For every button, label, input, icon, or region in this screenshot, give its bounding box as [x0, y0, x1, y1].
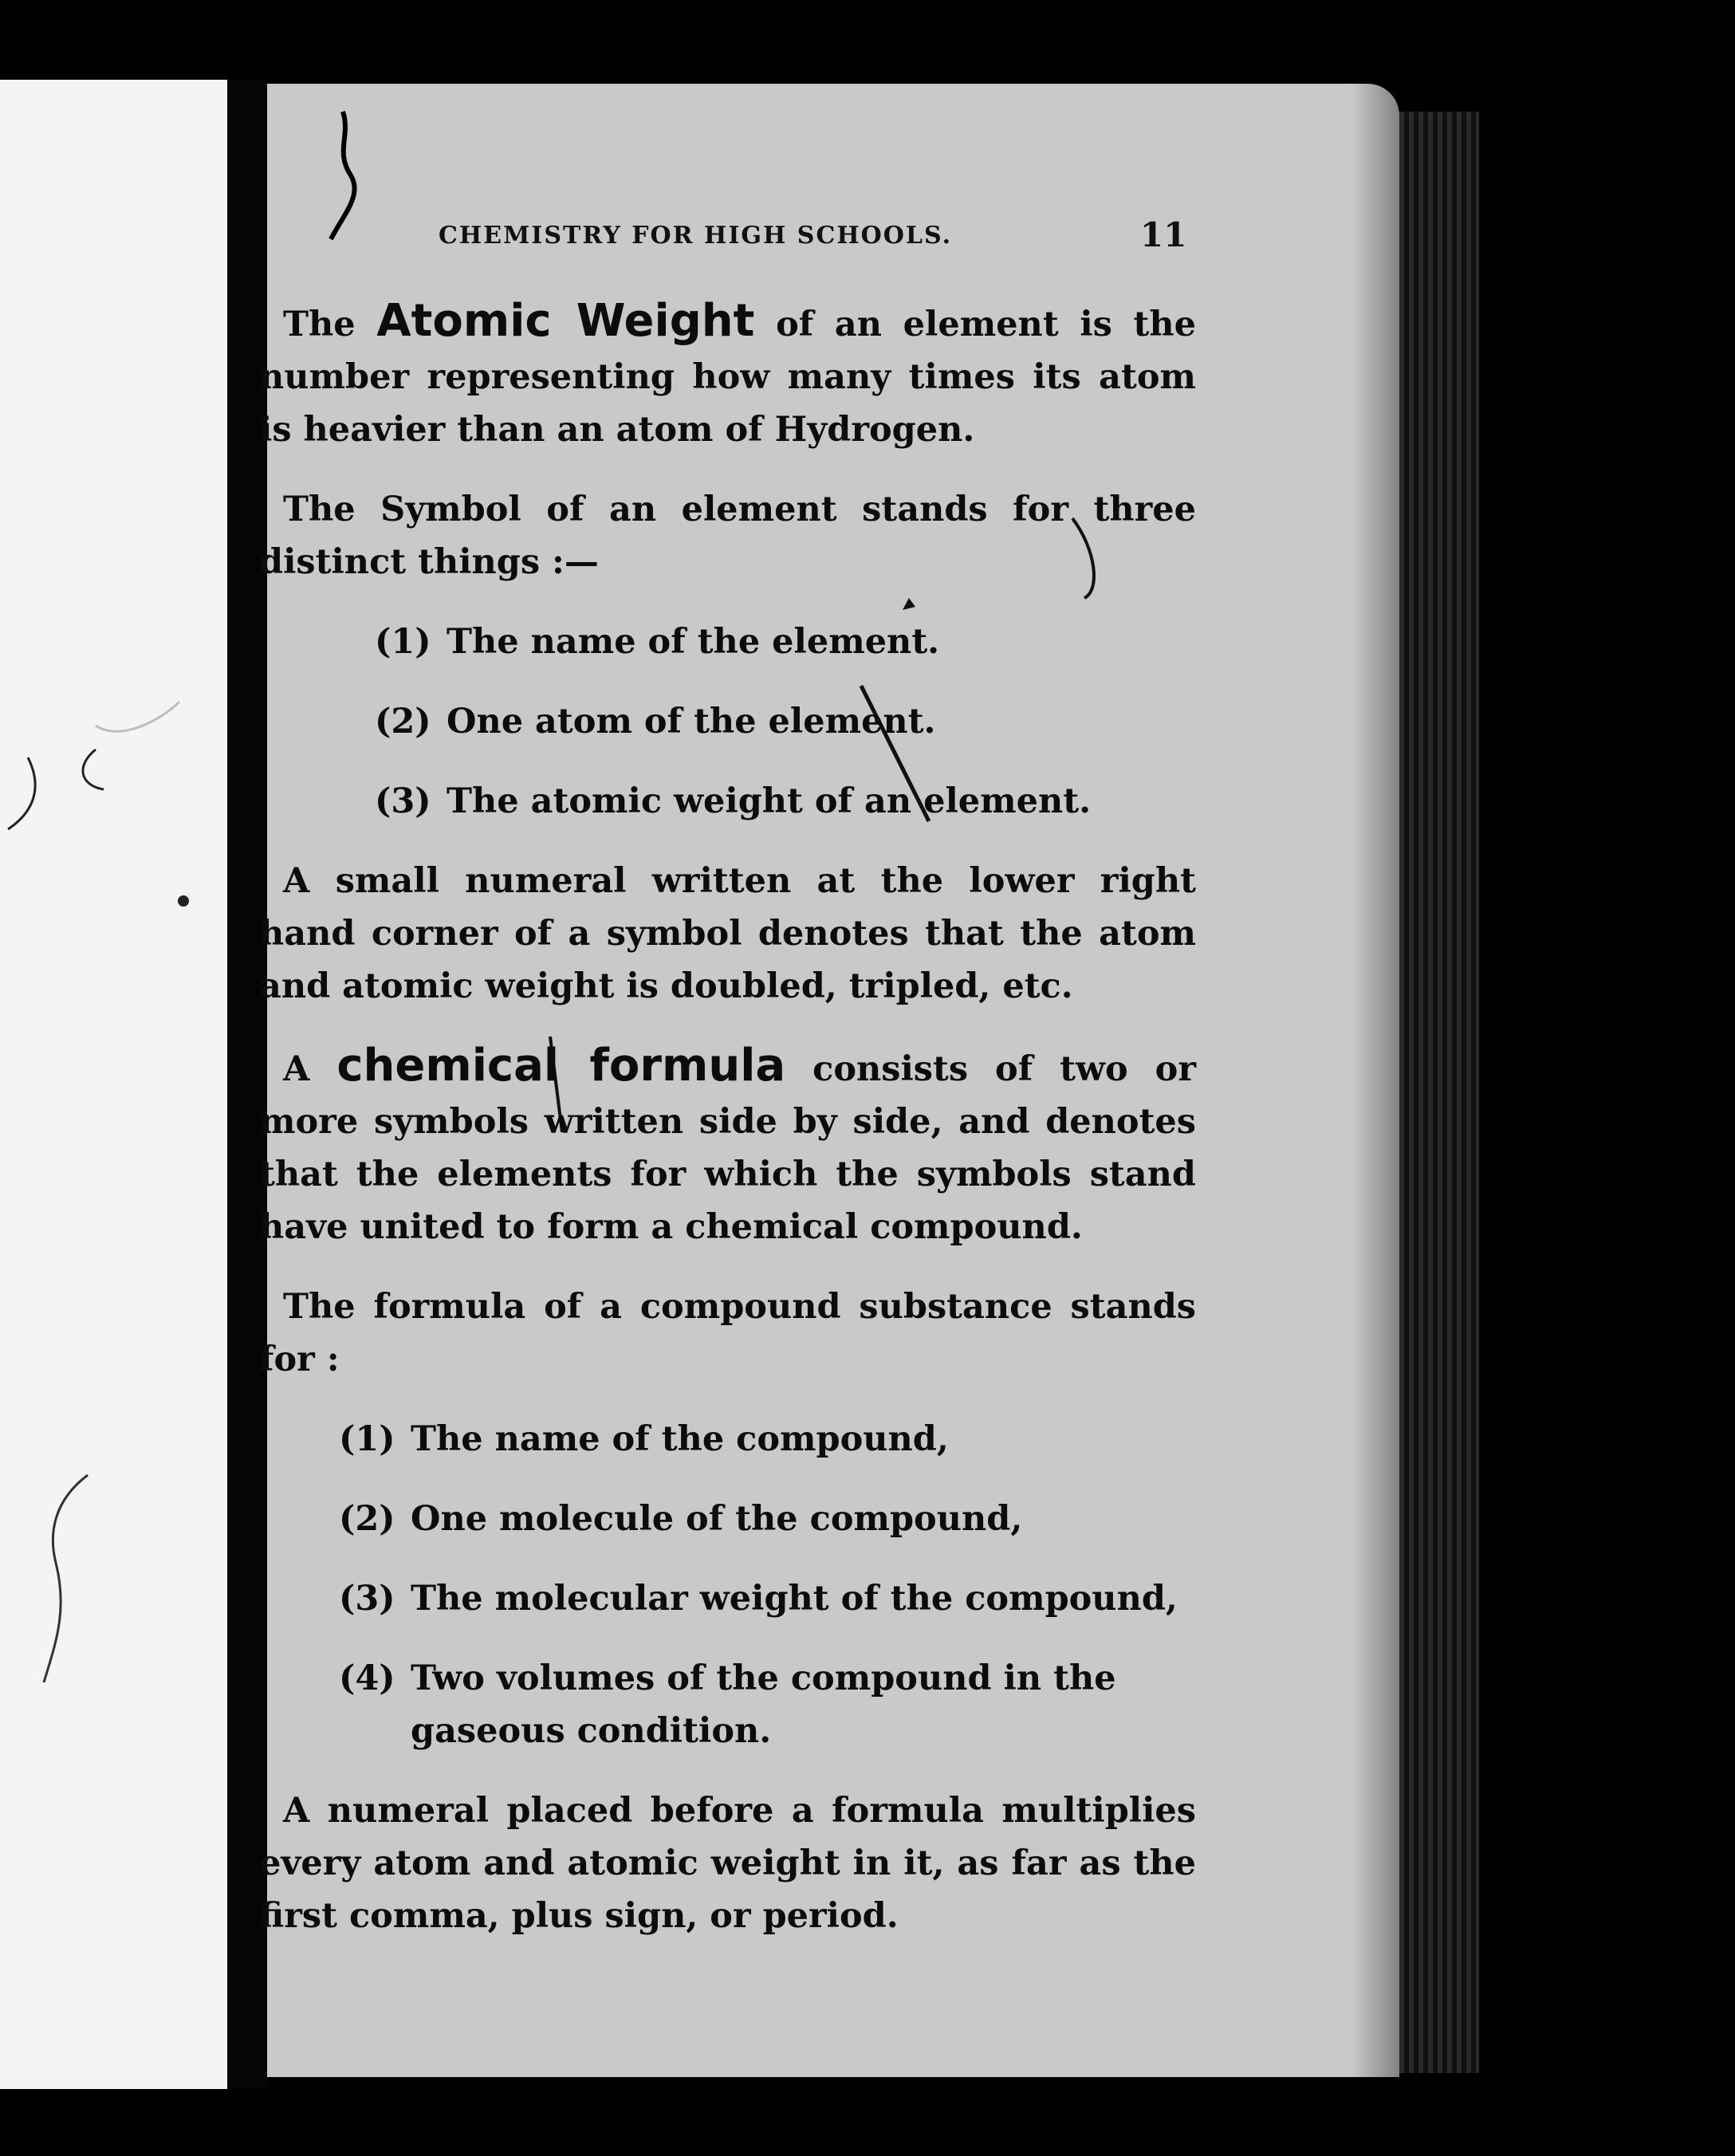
- list-item-number: (4): [339, 1658, 395, 1698]
- list-item: [339, 1572, 1196, 1625]
- list-item-text: Two volumes of the compound in the gaseous condition.: [411, 1658, 1116, 1751]
- paragraph-lead: The: [283, 305, 356, 344]
- list-item-number: (2): [375, 702, 431, 742]
- list-item: [375, 695, 1196, 748]
- list-item: [339, 1493, 1196, 1545]
- paragraph-symbol: The Symbol of an element stands for three distinct things :—: [259, 490, 1196, 582]
- list-item-number: (2): [339, 1499, 395, 1539]
- list-item-number: (1): [375, 622, 431, 662]
- list-item-text: The atomic weight of an element.: [447, 781, 1092, 821]
- list-item: [339, 1413, 1196, 1466]
- list-item-number: (3): [375, 781, 431, 821]
- paragraph-chemical-formula: [259, 1040, 1196, 1253]
- list-item: [375, 775, 1196, 828]
- facing-page-edge: [0, 80, 227, 2089]
- paragraph-formula-stands-for: The formula of a compound substance stands for :: [259, 1287, 1196, 1379]
- paragraph-atomic-weight: [259, 295, 1196, 456]
- paragraph-numeral-before-formula: A numeral placed before a formula multiplies every atom and atomic weight in it, as far as the first comma, plus sign, or period.: [259, 1791, 1196, 1936]
- page-body: [259, 295, 1196, 1969]
- formula-meanings-list: [259, 1413, 1196, 1757]
- symbol-meanings-list: [259, 616, 1196, 828]
- page-fore-edge: [1399, 112, 1479, 2073]
- term-chemical-formula: chemical formula: [336, 1040, 786, 1092]
- list-item-number: (3): [339, 1579, 395, 1619]
- list-item-text: The name of the element.: [447, 622, 940, 662]
- paragraph-lead: A: [283, 1049, 310, 1089]
- list-item-text: The molecular weight of the compound,: [411, 1579, 1178, 1619]
- paragraph-numeral: A small numeral written at the lower right hand corner of a symbol denotes that the atom and atomic weight is doubled, tripled, etc.: [259, 861, 1196, 1006]
- list-item-text: The name of the compound,: [411, 1419, 949, 1459]
- list-item-text: One molecule of the compound,: [411, 1499, 1023, 1539]
- list-item: [339, 1652, 1196, 1757]
- paragraph-text: of an element is the number representing how many times its atom is heavier than an atom of Hydrogen.: [259, 305, 1196, 450]
- list-item-number: (1): [339, 1419, 395, 1459]
- page-number: 11: [1140, 215, 1187, 254]
- paragraph-text: consists of two or more symbols written side by side, and denotes that the elements for which the symbols stand have united to form a chemical compound.: [259, 1049, 1196, 1247]
- list-item-text: One atom of the element.: [447, 702, 936, 742]
- list-item: [375, 616, 1196, 668]
- term-atomic-weight: Atomic Weight: [376, 295, 755, 347]
- running-head: CHEMISTRY FOR HIGH SCHOOLS.: [439, 222, 953, 250]
